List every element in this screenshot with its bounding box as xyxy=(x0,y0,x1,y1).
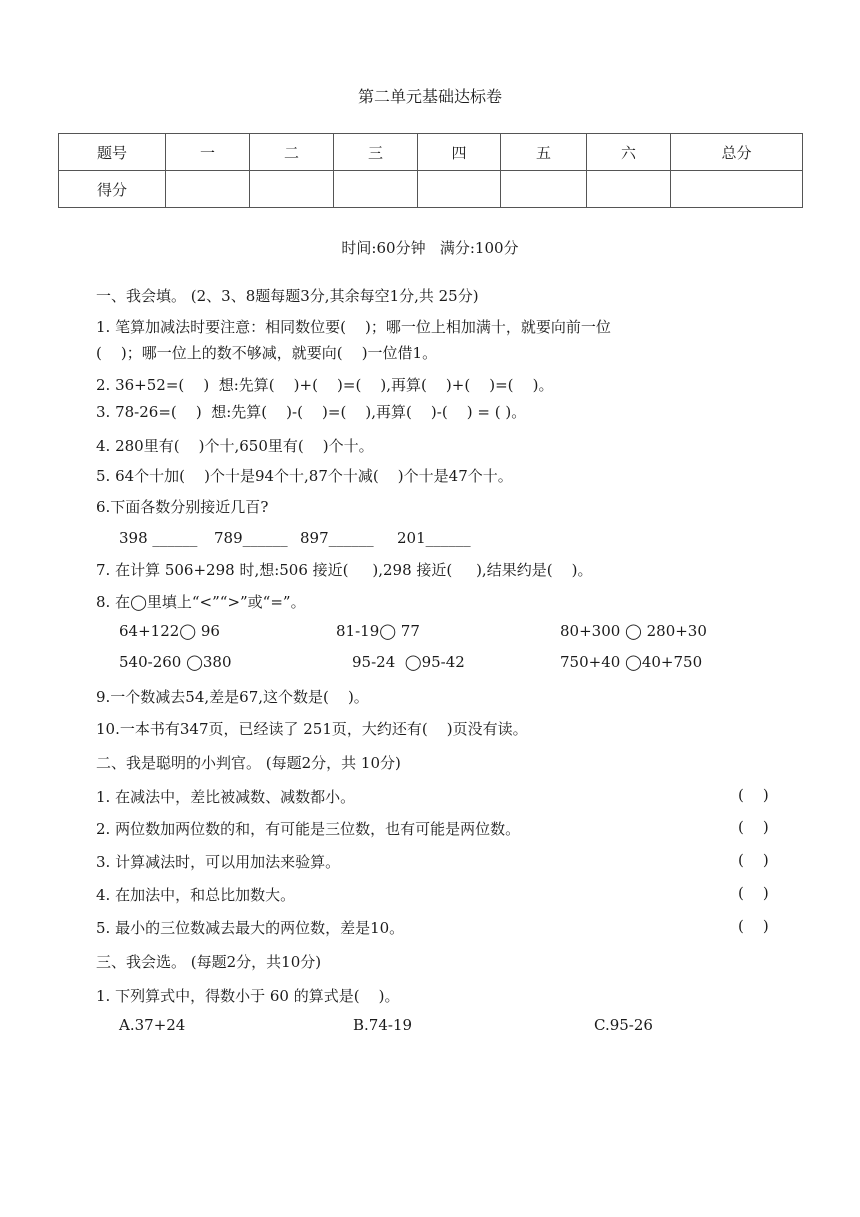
question-6-item: 789______ xyxy=(214,529,288,547)
score-header-cell: 二 xyxy=(250,134,334,171)
question-8: 8. 在◯里填上“<”“>”或“=”。 xyxy=(96,593,306,611)
score-cell[interactable] xyxy=(587,171,671,208)
question-8-item: 81-19◯ 77 xyxy=(336,622,420,640)
question-6-item: 201______ xyxy=(397,529,471,547)
section1-heading: 一、我会填。 (2、3、8题每题3分,其余每空1分,共 25分) xyxy=(96,287,479,305)
score-table-header-row xyxy=(59,134,803,171)
question-8-item: 80+300 ◯ 280+30 xyxy=(560,622,707,640)
score-header-cell: 六 xyxy=(587,134,671,171)
judge-answer-parens[interactable]: ( ) xyxy=(738,917,769,935)
question-6-item: 897______ xyxy=(300,529,374,547)
judge-item: 5. 最小的三位数减去最大的两位数，差是10。 xyxy=(96,919,405,937)
score-cell[interactable] xyxy=(501,171,587,208)
score-header-cell: 总分 xyxy=(671,134,803,171)
question-8-item: 540-260 ◯380 xyxy=(119,653,232,671)
section2-heading: 二、我是聪明的小判官。 (每题2分，共 10分) xyxy=(96,754,401,772)
score-table xyxy=(58,133,803,208)
judge-answer-parens[interactable]: ( ) xyxy=(738,884,769,902)
choice-question-1: 1. 下列算式中，得数小于 60 的算式是( )。 xyxy=(96,987,400,1005)
question-5: 5. 64个十加( )个十是94个十,87个十减( )个十是47个十。 xyxy=(96,467,513,485)
choice-option-c[interactable]: C.95-26 xyxy=(594,1016,653,1034)
judge-answer-parens[interactable]: ( ) xyxy=(738,818,769,836)
question-10: 10.一本书有347页，已经读了 251页，大约还有( )页没有读。 xyxy=(96,720,528,738)
score-cell[interactable] xyxy=(166,171,250,208)
choice-option-b[interactable]: B.74-19 xyxy=(353,1016,413,1034)
question-1-line2: ( )；哪一位上的数不够减，就要向( )一位借1。 xyxy=(96,344,438,362)
score-table-score-row xyxy=(59,171,803,208)
exam-meta: 时间:60分钟 满分:100分 xyxy=(341,239,519,257)
question-8-item: 95-24 ◯95-42 xyxy=(352,653,465,671)
score-row-label: 得分 xyxy=(59,171,166,208)
question-6-item: 398 ______ xyxy=(119,529,198,547)
judge-answer-parens[interactable]: ( ) xyxy=(738,851,769,869)
question-8-item: 64+122◯ 96 xyxy=(119,622,220,640)
judge-item: 1. 在减法中，差比被减数、减数都小。 xyxy=(96,788,356,806)
score-cell[interactable] xyxy=(418,171,501,208)
score-header-cell: 五 xyxy=(501,134,587,171)
question-2: 2. 36+52=( ) 想:先算( )+( )=( ),再算( )+( )=( )。 xyxy=(96,376,554,394)
question-4: 4. 280里有( )个十,650里有( )个十。 xyxy=(96,437,374,455)
score-cell[interactable] xyxy=(671,171,803,208)
question-6: 6.下面各数分别接近几百? xyxy=(96,498,269,516)
judge-item: 3. 计算减法时，可以用加法来验算。 xyxy=(96,853,341,871)
question-7: 7. 在计算 506+298 时,想:506 接近( ),298 接近( ),结果约是( )。 xyxy=(96,561,593,579)
choice-option-a[interactable]: A.37+24 xyxy=(119,1016,186,1034)
score-cell[interactable] xyxy=(250,171,334,208)
page-title: 第二单元基础达标卷 xyxy=(357,87,502,106)
question-3: 3. 78-26=( ) 想:先算( )-( )=( ),再算( )-( ) = ( )。 xyxy=(96,403,527,421)
judge-answer-parens[interactable]: ( ) xyxy=(738,786,769,804)
score-cell[interactable] xyxy=(334,171,418,208)
judge-item: 2. 两位数加两位数的和，有可能是三位数，也有可能是两位数。 xyxy=(96,820,521,838)
question-1-line1: 1. 笔算加减法时要注意：相同数位要( )；哪一位上相加满十，就要向前一位 xyxy=(96,318,611,336)
question-9: 9.一个数减去54,差是67,这个数是( )。 xyxy=(96,688,369,706)
section3-heading: 三、我会选。 (每题2分，共10分) xyxy=(96,953,322,971)
judge-item: 4. 在加法中，和总比加数大。 xyxy=(96,886,296,904)
score-header-cell: 一 xyxy=(166,134,250,171)
score-header-cell: 四 xyxy=(418,134,501,171)
score-header-cell: 题号 xyxy=(59,134,166,171)
question-8-item: 750+40 ◯40+750 xyxy=(560,653,703,671)
score-header-cell: 三 xyxy=(334,134,418,171)
